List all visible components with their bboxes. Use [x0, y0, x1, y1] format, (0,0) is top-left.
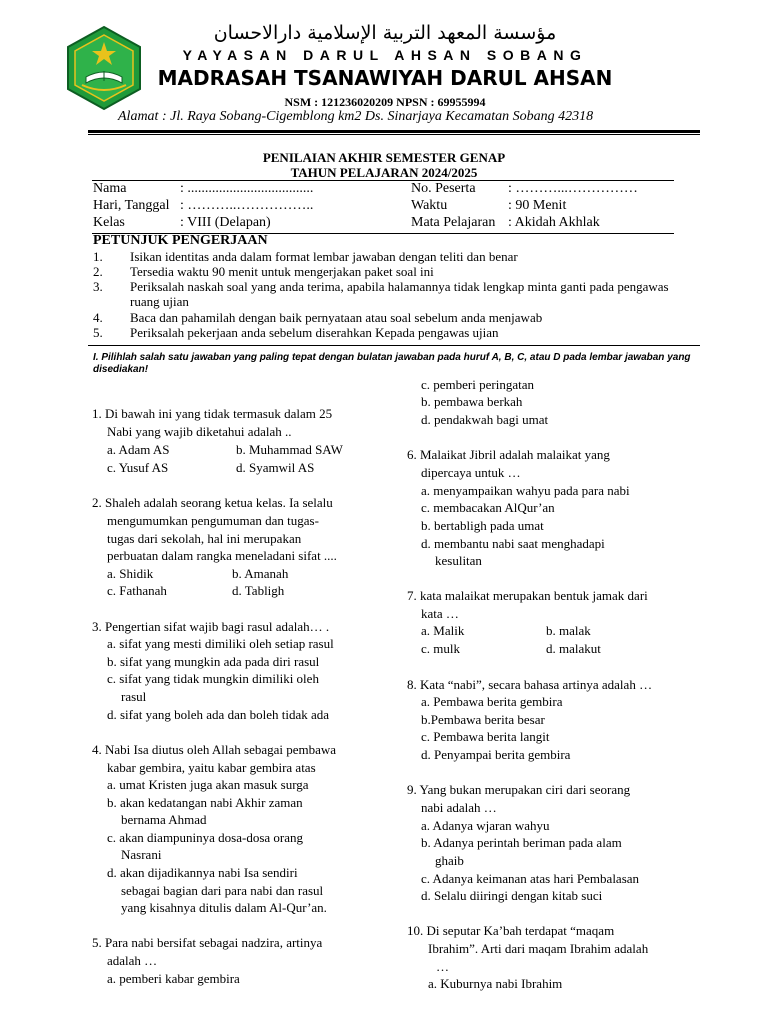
- option-c: c. pemberi peringatan: [421, 377, 534, 392]
- option-c: c. Yusuf AS: [107, 460, 169, 475]
- option-d: d. malakut: [546, 641, 601, 656]
- option-d: d. Selalu diiringi dengan kitab suci: [421, 888, 603, 903]
- option-c-cont: rasul: [121, 689, 147, 704]
- petunjuk-number: 4.: [93, 310, 103, 325]
- option-a: a. Adanya wjaran wahyu: [421, 818, 550, 833]
- question-line: 9. Yang bukan merupakan ciri dari seorang: [407, 782, 631, 797]
- petunjuk-number: 2.: [93, 264, 103, 279]
- question-line: 1. Di bawah ini yang tidak termasuk dalam 25: [92, 406, 333, 421]
- option-d-cont: kesulitan: [435, 553, 482, 568]
- option-d: d. Syamwil AS: [236, 460, 315, 475]
- school-logo: [64, 25, 144, 111]
- option-a: a. Shidik: [107, 566, 154, 581]
- question-line: …: [436, 959, 449, 974]
- question-line: 2. Shaleh adalah seorang ketua kelas. Ia selalu: [92, 495, 333, 510]
- question-line: mengumumkan pengumuman dan tugas-: [107, 513, 319, 528]
- option-d-cont: yang kisahnya ditulis dalam Al-Qur’an.: [121, 900, 327, 915]
- school-name: MADRASAH TSANAWIYAH DARUL AHSAN: [157, 66, 613, 90]
- hari-value: : ………..……………..: [180, 198, 314, 213]
- mapel-value: : Akidah Akhlak: [508, 215, 600, 230]
- option-c: c. akan diampuninya dosa-dosa orang: [107, 830, 304, 845]
- arabic-foundation-name: مؤسسة المعهد التربية الإسلامية دارالاحسان: [213, 22, 557, 44]
- question-line: nabi adalah …: [421, 800, 497, 815]
- kelas-value: : VIII (Delapan): [180, 215, 271, 230]
- question-line: tugas dari sekolah, hal ini merupakan: [107, 531, 302, 546]
- school-address: Alamat : Jl. Raya Sobang-Cigemblong km2 Ds. Sinarjaya Kecamatan Sobang 42318: [118, 109, 594, 124]
- exam-title: PENILAIAN AKHIR SEMESTER GENAP: [262, 150, 506, 165]
- petunjuk-heading: PETUNJUK PENGERJAAN: [93, 233, 268, 248]
- school-codes: NSM : 121236020209 NPSN : 69955994: [284, 95, 486, 109]
- question-line: perbuatan dalam rangka meneladani sifat ....: [107, 548, 337, 563]
- question-line: 3. Pengertian sifat wajib bagi rasul adalah… .: [92, 619, 330, 634]
- option-b: b. Amanah: [232, 566, 289, 581]
- nama-label: Nama: [93, 181, 127, 196]
- option-a: a. Pembawa berita gembira: [421, 694, 563, 709]
- option-d-cont: sebagai bagian dari para nabi dan rasul: [121, 883, 324, 898]
- kelas-label: Kelas: [93, 215, 125, 230]
- option-a: a. Malik: [421, 623, 465, 638]
- option-b-cont: ghaib: [435, 853, 464, 868]
- question-line: dipercaya untuk …: [421, 465, 521, 480]
- mapel-label: Mata Pelajaran: [411, 215, 496, 230]
- option-a: a. menyampaikan wahyu pada para nabi: [421, 483, 630, 498]
- petunjuk-text: Isikan identitas anda dalam format lembar jawaban dengan teliti dan benar: [130, 249, 518, 264]
- option-d: d. membantu nabi saat menghadapi: [421, 536, 605, 551]
- option-d: d. akan dijadikannya nabi Isa sendiri: [107, 865, 298, 880]
- option-a: a. umat Kristen juga akan masuk surga: [107, 777, 309, 792]
- option-d: d. sifat yang boleh ada dan boleh tidak ada: [107, 707, 330, 722]
- option-c: c. mulk: [421, 641, 460, 656]
- petunjuk-number: 3.: [93, 279, 103, 294]
- petunjuk-text: Periksalah pekerjaan anda sebelum diserahkan Kepada pengawas ujian: [130, 325, 499, 340]
- question-line: Nabi yang wajib diketahui adalah ..: [107, 424, 292, 439]
- question-line: Ibrahim”. Arti dari maqam Ibrahim adalah: [428, 941, 649, 956]
- option-c-cont: Nasrani: [121, 847, 162, 862]
- section-divider: [88, 345, 700, 346]
- header-divider-thick: [88, 130, 700, 133]
- section-instruction: I. Pilihlah salah satu jawaban yang paling tepat dengan bulatan jawaban pada huruf A, B, C, atau D pada lembar jawaban yang disediakan!: [93, 352, 691, 375]
- option-a: a. Kuburnya nabi Ibrahim: [428, 976, 563, 991]
- petunjuk-text: Tersedia waktu 90 menit untuk mengerjakan paket soal ini: [130, 264, 434, 279]
- question-line: 7. kata malaikat merupakan bentuk jamak dari: [407, 588, 648, 603]
- option-d: d. Penyampai berita gembira: [421, 747, 571, 762]
- option-b: b. Muhammad SAW: [236, 442, 343, 457]
- question-line: 8. Kata “nabi”, secara bahasa artinya adalah …: [407, 677, 653, 692]
- option-b: b. Adanya perintah beriman pada alam: [421, 835, 622, 850]
- nama-value: : ....................................: [180, 181, 314, 196]
- question-line: 5. Para nabi bersifat sebagai nadzira, artinya: [92, 935, 323, 950]
- option-c: c. membacakan AlQur’an: [421, 500, 555, 515]
- option-b: b. pembawa berkah: [421, 394, 523, 409]
- option-b: b. sifat yang mungkin ada pada diri rasul: [107, 654, 320, 669]
- option-c: c. Adanya keimanan atas hari Pembalasan: [421, 871, 640, 886]
- option-b: b. malak: [546, 623, 591, 638]
- question-line: kabar gembira, yaitu kabar gembira atas: [107, 760, 316, 775]
- question-line: 4. Nabi Isa diutus oleh Allah sebagai pembawa: [92, 742, 337, 757]
- option-b: b. akan kedatangan nabi Akhir zaman: [107, 795, 303, 810]
- option-a: a. Adam AS: [107, 442, 170, 457]
- option-a: a. pemberi kabar gembira: [107, 971, 240, 986]
- petunjuk-number: 1.: [93, 249, 103, 264]
- option-a: a. sifat yang mesti dimiliki oleh setiap rasul: [107, 636, 334, 651]
- option-c: c. sifat yang tidak mungkin dimiliki oleh: [107, 671, 319, 686]
- option-b: b.Pembawa berita besar: [421, 712, 545, 727]
- petunjuk-text: Periksalah naskah soal yang anda terima, apabila halamannya tidak lengkap minta ganti pada pengawas ruang ujian: [130, 279, 669, 309]
- petunjuk-number: 5.: [93, 325, 103, 340]
- question-line: adalah …: [107, 953, 158, 968]
- option-c: c. Pembawa berita langit: [421, 729, 550, 744]
- option-d: d. pendakwah bagi umat: [421, 412, 549, 427]
- question-line: kata …: [421, 606, 459, 621]
- header-divider-thin: [88, 134, 700, 135]
- question-line: 6. Malaikat Jibril adalah malaikat yang: [407, 447, 610, 462]
- option-b: b. bertabligh pada umat: [421, 518, 544, 533]
- foundation-name: YAYASAN DARUL AHSAN SOBANG: [182, 47, 588, 63]
- exam-year: TAHUN PELAJARAN 2024/2025: [290, 165, 478, 180]
- hari-label: Hari, Tanggal: [93, 198, 170, 213]
- petunjuk-text: Baca dan pahamilah dengan baik pernyataan atau soal sebelum anda menjawab: [130, 310, 543, 325]
- question-line: 10. Di seputar Ka’bah terdapat “maqam: [407, 923, 615, 938]
- waktu-label: Waktu: [411, 198, 448, 213]
- option-c: c. Fathanah: [107, 583, 167, 598]
- peserta-value: : ………...……………: [508, 181, 638, 196]
- option-d: d. Tabligh: [232, 583, 285, 598]
- option-b-cont: bernama Ahmad: [121, 812, 207, 827]
- peserta-label: No. Peserta: [411, 181, 476, 196]
- waktu-value: : 90 Menit: [508, 198, 567, 213]
